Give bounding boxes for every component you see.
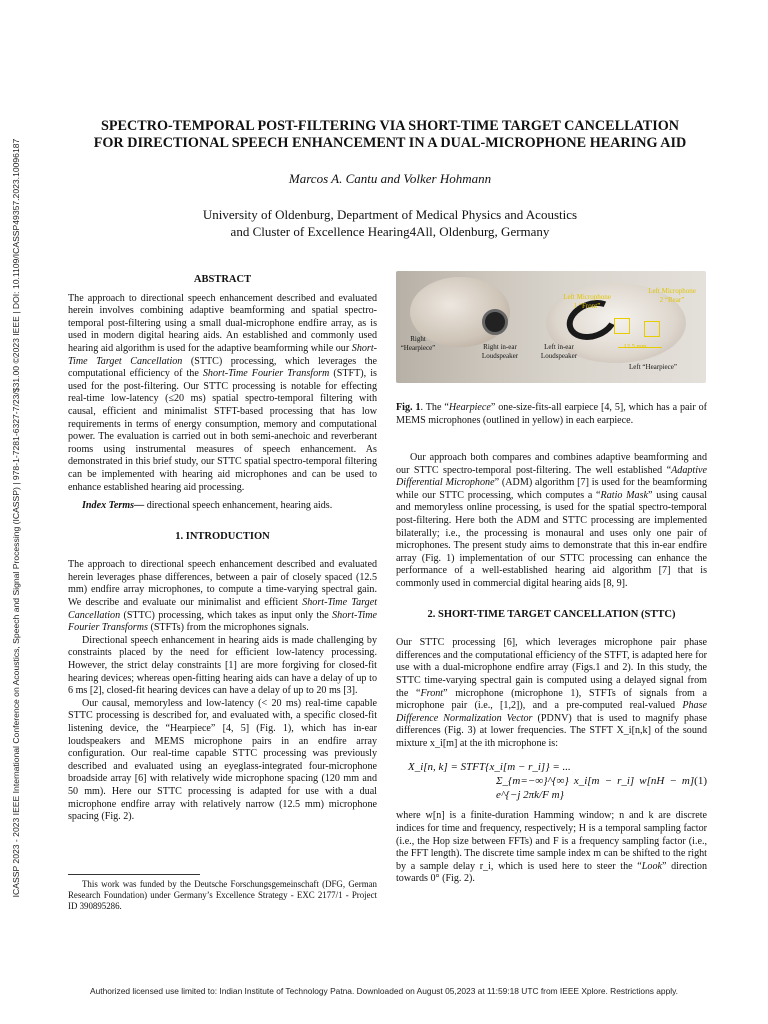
abstract-heading: ABSTRACT xyxy=(193,274,252,285)
label-mic-spacing: 12.5 mm xyxy=(623,343,647,350)
label-microphone-2: Left Microphone 2 “Rear” xyxy=(648,287,696,304)
equation-1-line-1: X_i[n, k] = STFT{x_i[m − r_i]} = ... xyxy=(408,761,571,774)
label-right-loudspeaker: Right in-ear Loudspeaker xyxy=(481,343,519,360)
right-paragraph-1: Our approach both compares and combines adaptive beamforming and our STTC spectro-temporal post-filtering. The well established “Adaptive Differential Microphone” (ADM) algorithm [7] is used for the beamforming while our STTC processing, which computes a “Ratio Mask” using causal and memoryless online processing, is used for the spatial spectro-temporal post-filtering. Here both the ADM and STTC processing are implemented bilaterally; i.e., the processing is monaural and uses only one pair of microphones. The present study aims to demonstrate that this in-ear endfire array (Fig. 1) implementation of our STTC processing can enhance the performance of a well-established hearing aid algorithm [7] that is commonly used in commercial digital hearing aids [8, 9]. xyxy=(396,452,707,589)
title-line-1: SPECTRO-TEMPORAL POST-FILTERING VIA SHORT-TIME TARGET CANCELLATION xyxy=(100,118,680,134)
intro-paragraph-3: Our causal, memoryless and low-latency (< 20 ms) real-time capable STTC processing is described for, and evaluated with, a specific closed-fit listening device, the “Hearpiece” [4, 5] (Fig. 1), which has in-ear loudspeakers and MEMS microphone pairs in an endfire array configuration. Our real-time capable STTC processing was previously described and evaluated using an eyeglass-integrated four-microphone broadside array [6] with relatively wide microphone spacing (120 mm and 50 mm). Here our STTC processing is adapted for use with a dual microphone endfire array with relatively narrow (12.5 mm) microphone spacing (Fig. 2). xyxy=(68,697,377,823)
right-column xyxy=(396,452,707,886)
index-terms: Index Terms— directional speech enhancement, hearing aids. xyxy=(82,500,333,512)
hearpiece-photo xyxy=(396,271,706,383)
label-left-hearpiece: Left “Hearpiece” xyxy=(629,363,677,371)
label-right-hearpiece: Right “Hearpiece” xyxy=(400,335,436,352)
equation-1-line-2: (1) Σ_{m=−∞}^{∞} x_i[m − r_i] w[nH − m] e^{−j 2πk/F m} xyxy=(496,775,707,802)
title-line-2: FOR DIRECTIONAL SPEECH ENHANCEMENT IN A DUAL-MICROPHONE HEARING AID xyxy=(93,135,687,151)
authors: Marcos A. Cantu and Volker Hohmann xyxy=(288,171,492,186)
section-2-heading: 2. SHORT-TIME TARGET CANCELLATION (STTC) xyxy=(427,608,676,620)
paper-title xyxy=(60,118,720,152)
left-column xyxy=(68,274,377,913)
doi-sidebar-text: ICASSP 2023 - 2023 IEEE International Conference on Acoustics, Speech and Signal Processing (ICASSP) | 978-1-7281-6327-7/23/$31.00 ©2023 IEEE | DOI: 10.1109/ICASSP49357.2023.10096187 xyxy=(11,138,21,897)
label-microphone-1: Left Microphone 1 “Front” xyxy=(563,293,611,310)
section-2-paragraph-1: Our STTC processing [6], which leverages microphone pair phase differences and the computational efficiency of the STFT, is adapted here for use with a dual-microphone endfire array (Figs.1 and 2). In this study, the STTC time-varying spectral gain is computed using a delayed signal from the “Front” microphone (microphone 1), STFTs of signals from a microphone pair (i.e., [1,2]), and a pre-computed real-valued Phase Difference Normalization Vector (PDNV) that is used to magnify phase differences (Fig. 3) at lower frequencies. The STFT X_i[n,k] of the sound mixture x_i[m] at the ith microphone is: xyxy=(396,637,707,749)
section-2-paragraph-2: where w[n] is a finite-duration Hamming window; n and k are discrete indices for time and frequency, respectively; H is a temporal sampling factor (i.e., the Hop size between FFTs) and F is a frequency sampling factor (i.e., the FFT length). The discrete time sample index m can be shifted to the right by a sample delay r_i, which is used here to steer the “Look” direction towards 0° (Fig. 2). xyxy=(396,810,707,885)
right-loudspeaker-port xyxy=(482,309,508,335)
abstract-text: The approach to directional speech enhancement described and evaluated herein involves combining adaptive beamforming and spatial spectro-temporal post-filtering using a small dual-microphone endfire array, as is used in modern digital hearing aids. An established and commonly used hearing aid algorithm is used for the adaptive beamforming while our Short-Time Target Cancellation (STTC) processing, which leverages the computational efficiency of the Short-Time Fourier Transform (STFT), is used for the post-filtering. Our STTC processing is notable for effecting real-time low-latency (≤20 ms) spatial spectro-temporal filtering with causal, efficient and minimalist STFT-based processing that has low requirements in terms of energy consumption, memory and computational power. The evaluation is carried out in both semi-anechoic and reverberant rooms using instrumental measures of speech enhancement. As demonstrated in this brief study, our STTC spatial spectro-temporal filtering can be implemented with hearing aid microphones and can be used to enhance established hearing aid processing. xyxy=(68,292,377,493)
figure-1-caption: Fig. 1. The “Hearpiece” one-size-fits-all earpiece [4, 5], which has a pair of MEMS microphones (outlined in yellow) in each earpiece. xyxy=(396,402,707,426)
label-left-loudspeaker: Left in-ear Loudspeaker xyxy=(540,343,578,360)
footnote-text: This work was funded by the Deutsche Forschungsgemeinschaft (DFG, German Research Foundation) under Germany’s Excellence Strategy - EXC 2177/1 - Project ID 390895286. xyxy=(68,878,377,912)
equation-1 xyxy=(396,760,707,802)
microphone-2-outline xyxy=(644,321,660,337)
license-notice: Authorized licensed use limited to: Indian Institute of Technology Patna. Downloaded on August 05,2023 at 11:59:18 UTC from IEEE Xplore. Restrictions apply. xyxy=(90,986,678,996)
affiliation-line-1: University of Oldenburg, Department of Medical Physics and Acoustics xyxy=(202,207,578,222)
affiliation xyxy=(60,206,720,240)
doi-sidebar xyxy=(8,95,24,940)
equation-1-number: (1) xyxy=(694,775,707,788)
intro-heading: 1. INTRODUCTION xyxy=(175,530,270,542)
intro-paragraph-1: The approach to directional speech enhancement described and evaluated herein leverages phase differences, between a pair of closely spaced (12.5 mm) endfire array microphones, to compute a time-varying spectral gain. We describe and evaluate our minimalist and efficient Short-Time Target Cancellation (STTC) processing, which takes as input only the Short-Time Fourier Transforms (STFTs) from the microphones signals. xyxy=(68,559,378,634)
intro-paragraph-2: Directional speech enhancement in hearing aids is made challenging by constraints placed by the need for efficient low-latency processing. However, the strict delay constraints [1] are more forgiving for closed-fit hearing devices; whereas open-fitting hearing aids can have a delay of up to 6 ms [2], closed-fit hearing devices can have a delay of up to 20 ms [3]. xyxy=(68,634,377,697)
microphone-1-outline xyxy=(614,318,630,334)
affiliation-line-2: and Cluster of Excellence Hearing4All, Oldenburg, Germany xyxy=(230,224,550,239)
